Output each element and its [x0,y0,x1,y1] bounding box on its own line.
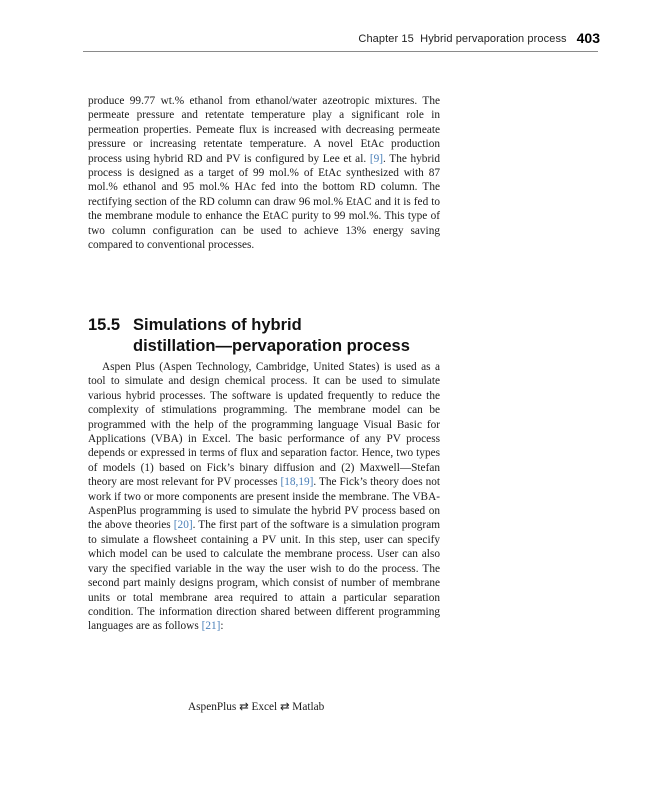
section-title-line-1: Simulations of hybrid [133,316,302,334]
section-title-line-2: distillation—pervaporation process [133,337,410,355]
chapter-title: Hybrid pervaporation process [420,33,567,45]
paragraph-1: produce 99.77 wt.% ethanol from ethanol/water azeotropic mixtures. The permeate pressure and retentate temperature play a significant role in permeation properties. Pemeate flux is increased with decreasing permeate pressure or increasing retentate temperature. A novel EtAc production process using hybrid RD and PV is configured by Lee et al. [9]. The hybrid process is designed as a target of 99 mol.% of EtAc synthesized with 87 mol.% ethanol and 95 mol.% HAc fed into the bottom RD column. The rectifying section of the RD column can draw 96 mol.% EtAC and it is fed to the membrane module to enhance the EtAC purity to 99 mol.%. This type of two column configuration can be used to achieve 13% energy saving compared to conventional processes. [88,95,441,252]
running-header [0,30,600,52]
paragraph-2: Aspen Plus (Aspen Technology, Cambridge, United States) is used as a tool to simulate and design chemical process. It can be used to simulate various hybrid processes. The software is updated frequently to reduce the complexity of stimulations programming. The membrane model can be programmed with the help of the programming language Visual Basic for Applications (VBA) in Excel. The basic performance of any PV process depends or expressed in terms of flux and separation factor. Hence, two types of models (1) based on Fick’s binary diffusion and (2) Maxwell—Stefan theory are most relevant for PV processes [18,19]. The Fick’s theory does not work if two or more components are present inside the membrane. The VBA-AspenPlus programming is used to simulate the hybrid PV process based on the above theories [20]. The first part of the software is a simulation program to simulate a flowsheet containing a PV unit. In this step, user can specify which model can be used to calculate the membrane process. User can also vary the specified variable in the way the user wish to do the process. The second part mainly designs program, which consist of number of membrane units or total membrane area required to attain a particular separation condition. The information direction shared between different programming languages are as follows [21]: [88,361,441,633]
citation-link[interactable]: [21] [201,620,221,633]
equation: AspenPlus ⇄ Excel ⇄ Matlab [188,701,325,713]
header-divider [83,51,598,52]
citation-link[interactable]: [18,19] [280,476,314,489]
citation-link[interactable]: [20] [173,519,193,532]
citation-link[interactable]: [9] [369,152,384,165]
section-heading [88,315,448,357]
section-number: 15.5 [88,316,121,334]
page-number: 403 [576,30,600,46]
chapter-label: Chapter 15 Hybrid pervaporation process [358,33,567,45]
